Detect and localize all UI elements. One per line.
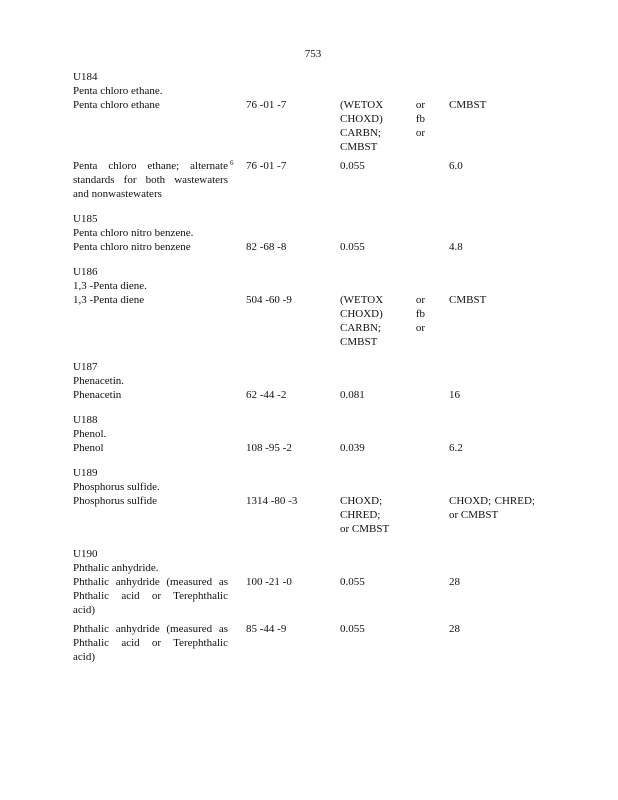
cell-line: CARBN; or (340, 127, 425, 139)
cell-line: and nonwastewaters (73, 188, 162, 200)
table-row (73, 388, 553, 402)
cell-line: CARBN; or (340, 322, 425, 334)
waste-code-entry (73, 70, 553, 201)
cell-line: 16 (449, 389, 460, 401)
cell-line: CMBST (340, 336, 378, 348)
nonwastewater-standard (449, 622, 535, 636)
cell-line: 0.081 (340, 389, 365, 401)
cas-number: 108 -95 -2 (246, 442, 292, 454)
wastewater-standard (340, 159, 425, 173)
cell-line: 28 (449, 576, 460, 588)
cas-number: 100 -21 -0 (246, 576, 292, 588)
waste-code-entry (73, 265, 553, 349)
waste-code-entry (73, 547, 553, 664)
table-row (73, 622, 553, 664)
table-row (73, 494, 553, 536)
cas-number: 76 -01 -7 (246, 160, 287, 172)
waste-code: U186 (73, 266, 98, 278)
waste-code-entry (73, 413, 553, 455)
nonwastewater-standard (449, 575, 535, 589)
constituent-name (73, 388, 228, 402)
cell-line: Penta chloro ethane; alternate (73, 160, 228, 172)
cell-line: CHOXD) fb (340, 308, 425, 320)
nonwastewater-standard (449, 494, 535, 522)
wastewater-standard (340, 575, 425, 589)
constituent-name (73, 441, 228, 455)
cell-line: CMBST (449, 99, 487, 111)
cell-line: (WETOX or (340, 294, 425, 306)
cell-line: 0.055 (340, 576, 365, 588)
table-row (73, 293, 553, 349)
table-row (73, 98, 553, 154)
waste-code-entry (73, 466, 553, 536)
wastewater-standard (340, 622, 425, 636)
constituent-heading: Phenacetin. (73, 375, 125, 387)
cell-line: Phosphorus sulfide (73, 495, 158, 507)
footnote-reference: 6 (230, 159, 234, 167)
table-row (73, 441, 553, 455)
wastewater-standard (340, 240, 425, 254)
wastewater-standard (340, 494, 425, 536)
nonwastewater-standard (449, 159, 535, 173)
constituent-name (73, 240, 228, 254)
constituent-name (73, 622, 228, 664)
constituent-heading: Phenol. (73, 428, 107, 440)
waste-code: U185 (73, 213, 98, 225)
cell-line: CMBST (340, 141, 378, 153)
page-number: 753 (304, 48, 322, 60)
waste-code: U190 (73, 548, 98, 560)
constituent-heading: 1,3 -Penta diene. (73, 280, 147, 292)
cell-line: or CMBST (449, 509, 499, 521)
wastewater-standard (340, 293, 425, 349)
cas-number: 504 -60 -9 (246, 294, 292, 306)
cell-line: 1,3 -Penta diene (73, 294, 145, 306)
cell-line: standards for both wastewaters (73, 174, 228, 186)
cas-number: 1314 -80 -3 (246, 495, 298, 507)
wastewater-standard (340, 98, 425, 154)
cell-line: 0.055 (340, 241, 365, 253)
cell-line: Phenacetin (73, 389, 122, 401)
cell-line: or CMBST (340, 523, 390, 535)
nonwastewater-standard (449, 98, 535, 112)
constituent-name (73, 159, 228, 201)
cas-number: 82 -68 -8 (246, 241, 287, 253)
wastewater-standard (340, 441, 425, 455)
cell-line: Penta chloro nitro benzene (73, 241, 191, 253)
cas-number: 62 -44 -2 (246, 389, 287, 401)
cell-line: Phthalic acid or Terephthalic (73, 590, 228, 602)
cell-line: 6.2 (449, 442, 463, 454)
waste-code: U189 (73, 467, 98, 479)
cell-line: CHOXD) fb (340, 113, 425, 125)
wastewater-standard (340, 388, 425, 402)
constituent-heading: Penta chloro nitro benzene. (73, 227, 194, 239)
constituent-name (73, 494, 228, 508)
waste-code: U184 (73, 71, 98, 83)
cell-line: Phthalic anhydride (measured as (73, 623, 228, 635)
waste-code: U187 (73, 361, 98, 373)
constituent-name (73, 293, 228, 307)
cell-line: Phthalic acid or Terephthalic (73, 637, 228, 649)
cas-number: 76 -01 -7 (246, 99, 287, 111)
cell-line: acid) (73, 651, 95, 663)
cell-line: CHOXD; CHRED; (449, 495, 535, 507)
nonwastewater-standard (449, 388, 535, 402)
constituent-heading: Penta chloro ethane. (73, 85, 163, 97)
constituent-name (73, 575, 228, 617)
nonwastewater-standard (449, 441, 535, 455)
cell-line: Penta chloro ethane (73, 99, 160, 111)
cell-line: 0.039 (340, 442, 365, 454)
cell-line: 6.0 (449, 160, 463, 172)
constituent-heading: Phosphorus sulfide. (73, 481, 160, 493)
cell-line: 0.055 (340, 160, 365, 172)
constituent-name (73, 98, 228, 112)
cell-line: 0.055 (340, 623, 365, 635)
nonwastewater-standard (449, 293, 535, 307)
table-row (73, 240, 553, 254)
cas-number: 85 -44 -9 (246, 623, 287, 635)
treatment-standards-table (73, 70, 553, 675)
table-row (73, 159, 553, 201)
waste-code: U188 (73, 414, 98, 426)
cell-line: 4.8 (449, 241, 463, 253)
cell-line: (WETOX or (340, 99, 425, 111)
waste-code-entry (73, 212, 553, 254)
nonwastewater-standard (449, 240, 535, 254)
cell-line: CHOXD; CHRED; (340, 495, 383, 521)
waste-code-entry (73, 360, 553, 402)
cell-line: Phenol (73, 442, 104, 454)
cell-line: 28 (449, 623, 460, 635)
table-row (73, 575, 553, 617)
cell-line: CMBST (449, 294, 487, 306)
cell-line: acid) (73, 604, 95, 616)
cell-line: Phthalic anhydride (measured as (73, 576, 228, 588)
constituent-heading: Phthalic anhydride. (73, 562, 159, 574)
